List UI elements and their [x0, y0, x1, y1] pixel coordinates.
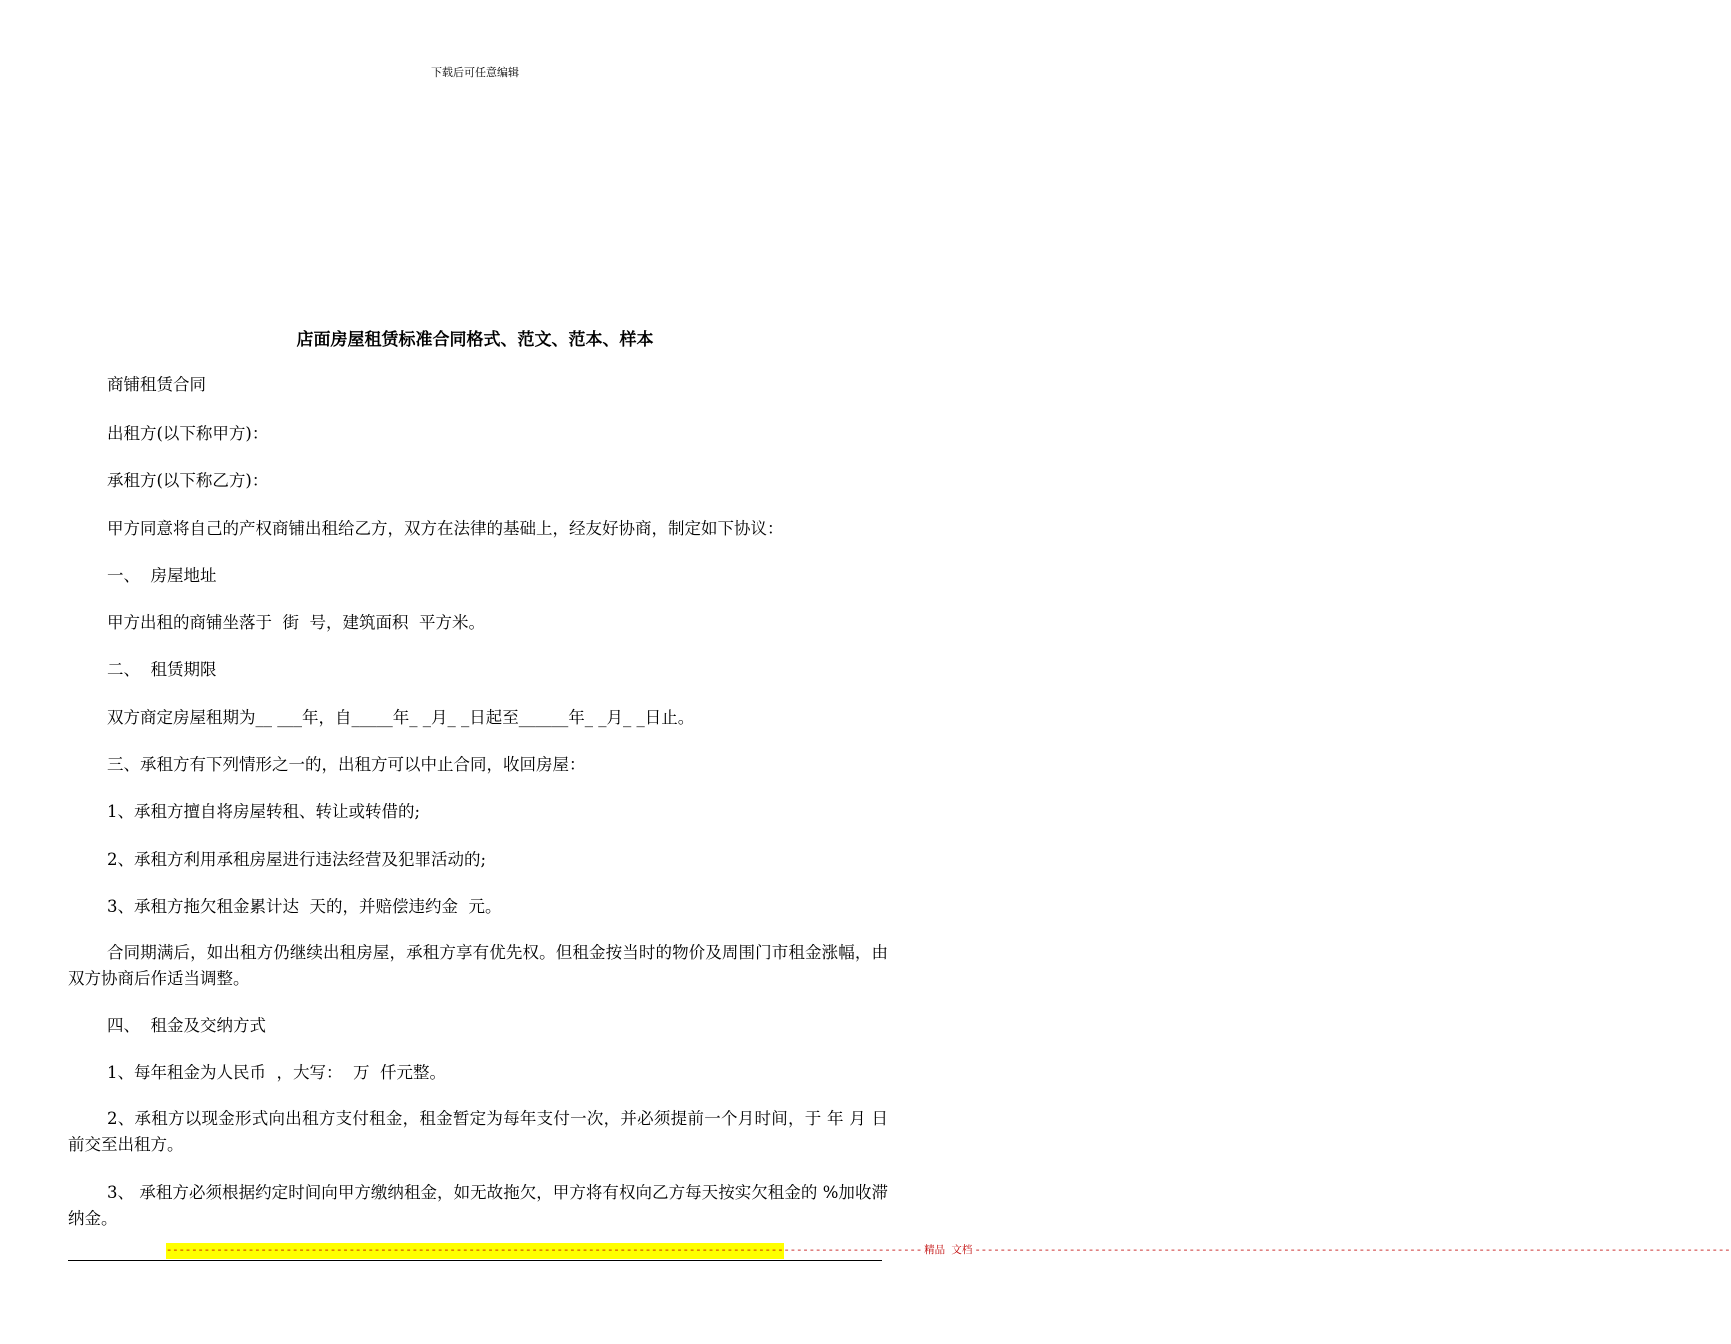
footer-rule [68, 1260, 882, 1261]
agreement-intro: 甲方同意将自己的产权商铺出租给乙方，双方在法律的基础上，经友好协商，制定如下协议： [107, 519, 784, 538]
footer-label: 精品 文档 [924, 1245, 973, 1257]
rent-item-2: 2、承租方以现金形式向出租方支付租金，租金暂定为每年支付一次，并必须提前一个月时间，于 年 月 日前交至出租方。 [68, 1109, 888, 1154]
lessee-line: 承租方(以下称乙方)： [107, 471, 269, 490]
lessor-line: 出租方(以下称甲方)： [107, 424, 269, 443]
section-heading-address: 一、 房屋地址 [107, 566, 217, 585]
term-clause: 双方商定房屋租期为__ ___年，自_____年_ _月_ _日起至______年_ _月_ _日止。 [107, 708, 695, 727]
contract-subtitle: 商铺租赁合同 [107, 375, 206, 394]
termination-item-3: 3、承租方拖欠租金累计达 天的，并赔偿违约金 元。 [107, 897, 502, 916]
footer-dashes-left: ------------------------------------------------------------------------------------------------------------------------ [166, 1245, 923, 1257]
footer-banner [166, 1243, 1731, 1259]
section-heading-termination: 三、承租方有下列情形之一的，出租方可以中止合同，收回房屋： [107, 755, 586, 774]
section-heading-term: 二、 租赁期限 [107, 660, 217, 679]
section-heading-rent: 四、 租金及交纳方式 [107, 1016, 266, 1035]
address-clause: 甲方出租的商铺坐落于 街 号，建筑面积 平方米。 [107, 613, 485, 632]
termination-item-1: 1、承租方擅自将房屋转租、转让或转借的; [107, 802, 421, 821]
document-title: 店面房屋租赁标准合同格式、范文、范本、样本 [296, 330, 654, 350]
footer-dashes-right: ------------------------------------------------------------------------------------------------------------------------ [974, 1245, 1731, 1257]
rent-item-3: 3、 承租方必须根据约定时间向甲方缴纳租金，如无故拖欠，甲方将有权向乙方每天按实欠租金的 %加收滞纳金。 [68, 1183, 888, 1228]
renewal-paragraph: 合同期满后，如出租方仍继续出租房屋，承租方享有优先权。但租金按当时的物价及周围门市租金涨幅，由双方协商后作适当调整。 [68, 943, 888, 988]
termination-item-2: 2、承租方利用承租房屋进行违法经营及犯罪活动的; [107, 850, 487, 869]
header-note: 下载后可任意编辑 [431, 66, 519, 79]
rent-item-1: 1、每年租金为人民币 ，大写： 万 仟元整。 [107, 1063, 446, 1082]
